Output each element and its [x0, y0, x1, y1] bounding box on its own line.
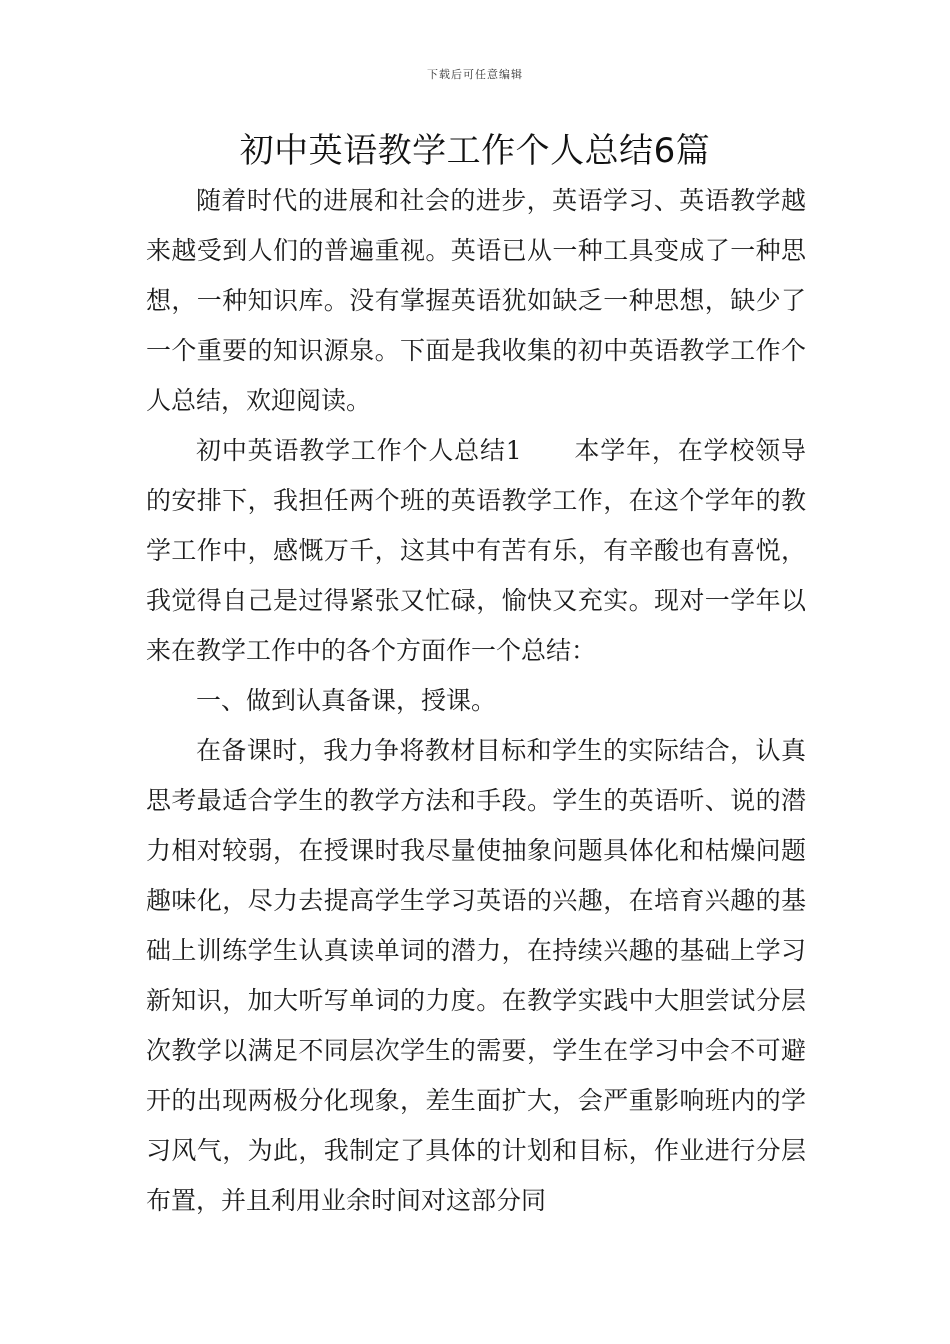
content-paragraph: 在备课时，我力争将教材目标和学生的实际结合，认真思考最适合学生的教学方法和手段。学生的英语听、说的潜力相对较弱，在授课时我尽量使抽象问题具体化和枯燥问题趣味化，尽力去提高学生学习英语的兴趣，在培育兴趣的基础上训练学生认真读单词的潜力，在持续兴趣的基础上学习新知识，加大听写单词的力度。在教学实践中大胆尝试分层次教学以满足不同层次学生的需要，学生在学习中会不可避开的出现两极分化现象，差生面扩大，会严重影响班内的学习风气，为此，我制定了具体的计划和目标，作业进行分层布置，并且利用业余时间对这部分同 [146, 736, 806, 1215]
intro-paragraph: 随着时代的进展和社会的进步，英语学习、英语教学越来越受到人们的普遍重视。英语已从一种工具变成了一种思想，一种知识库。没有掌握英语犹如缺乏一种思想，缺少了一个重要的知识源泉。下面是我收集的初中英语教学工作个人总结，欢迎阅读。 [146, 186, 806, 415]
document-body [146, 176, 806, 1226]
section-text: 本学年，在学校领导的安排下，我担任两个班的英语教学工作，在这个学年的教学工作中，感慨万千，这其中有苦有乐，有辛酸也有喜悦，我觉得自己是过得紧张又忙碌，愉快又充实。现对一学年以来在教学工作中的各个方面作一个总结： [146, 436, 806, 665]
subheading-paragraph: 一、做到认真备课，授课。 [196, 686, 497, 715]
document-title: 初中英语教学工作个人总结6篇 [239, 131, 711, 171]
download-note: 下载后可任意编辑 [427, 68, 523, 81]
section-heading: 初中英语教学工作个人总结1 [196, 436, 522, 465]
section-paragraph [146, 426, 806, 676]
